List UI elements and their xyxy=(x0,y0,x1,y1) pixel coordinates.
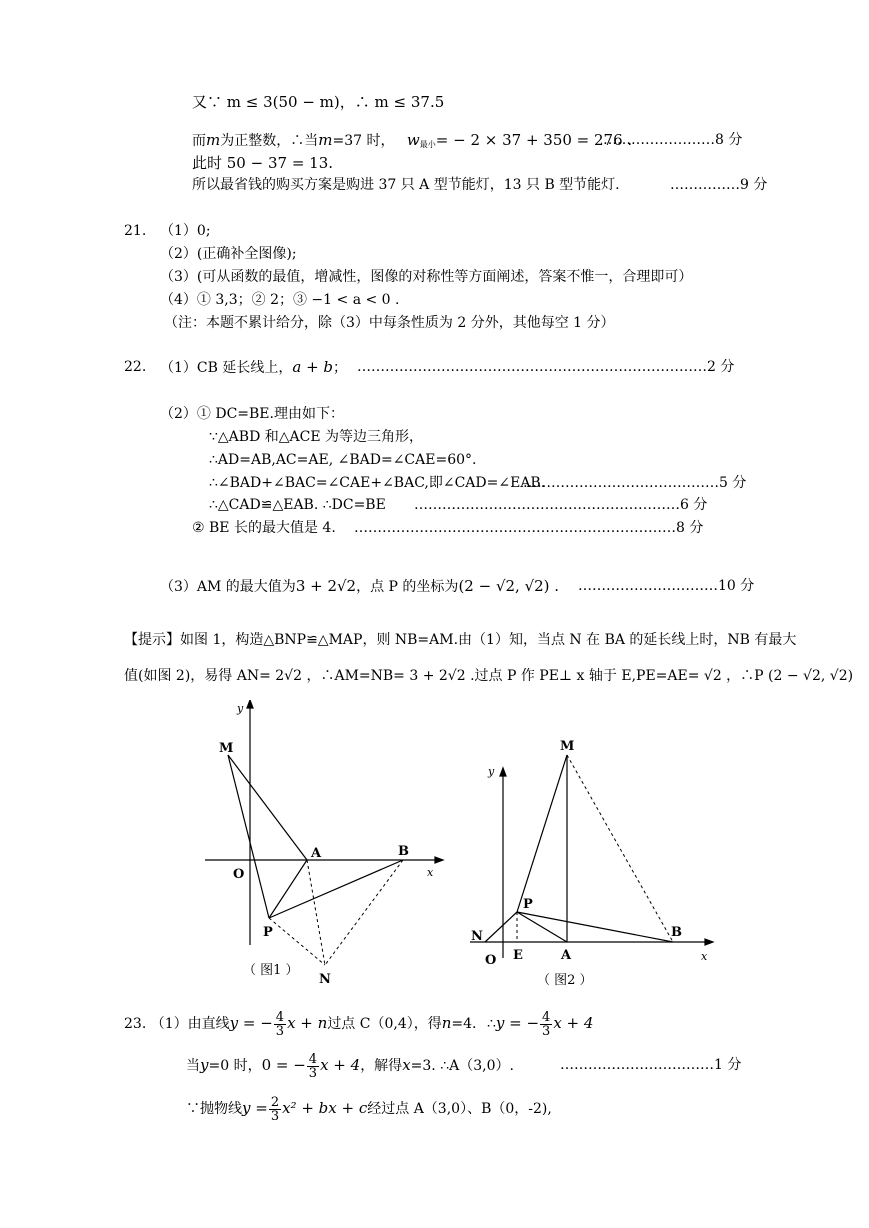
fig1-y-arrow xyxy=(247,700,253,708)
fig2-label-P: P xyxy=(523,897,533,912)
q23-line-1: 23. （1）由直线y = − $\frac{4}{3}$ x + n过点 C（0,4），得n=4. ∴y = − $\frac{4}{3}$ x + 4 xyxy=(124,1009,594,1039)
fig2-label-A: A xyxy=(561,948,572,963)
fig2-y-arrow xyxy=(500,768,506,776)
hint-line-2: 值(如图 2)，易得 AN= 2√2 ，∴AM=NB= 3 + 2√2 .过点 P 作 PE⊥ x 轴于 E,PE=AE= √2 ，∴P (2 − √2, √2) xyxy=(124,668,854,684)
q22-step-2: ∴AD=AB,AC=AE, ∠BAD=∠CAE=60°. xyxy=(209,452,477,468)
q21-number: 21. xyxy=(124,223,147,239)
q22-step-3-score: ……………………………………5 分 xyxy=(523,475,747,491)
fig1-label-y: y xyxy=(237,702,244,715)
q23-fraction-4: $\frac{2}{3}$ xyxy=(270,1094,280,1124)
q23-fraction-1: $\frac{4}{3}$ xyxy=(275,1009,285,1039)
figure-2 xyxy=(465,730,725,995)
fig1-dashed-BN xyxy=(325,860,403,965)
q22-part-1-score: …………………………………………………………………2 分 xyxy=(357,359,735,375)
q23-fraction-2: $\frac{4}{3}$ xyxy=(542,1009,551,1039)
fig1-x-arrow xyxy=(435,857,443,863)
fig1-dashed-AN xyxy=(307,860,325,965)
q20-line-4-score: ……………9 分 xyxy=(670,177,768,193)
fig2-segment-NP xyxy=(485,912,517,942)
q22-part-3: （3）AM 的最大值为3 + 2√2，点 P 的坐标为(2 − √2, √2) . xyxy=(160,577,560,595)
fig2-dashed-MB xyxy=(567,755,673,942)
q22-number: 22. xyxy=(124,359,147,375)
q20-line-2-score: ……………………8 分 xyxy=(603,132,743,148)
q22-step-4: ∴△CAD≌△EAB. ∴DC=BE xyxy=(209,497,386,513)
fig1-segment-PB xyxy=(269,860,403,918)
q22-step-4-score: …………………………………………………6 分 xyxy=(414,497,708,513)
fig1-label-N: N xyxy=(319,972,331,987)
fig2-segment-PB xyxy=(517,912,673,942)
q23-line-2-score: ……………………………1 分 xyxy=(560,1057,742,1073)
fig2-label-M: M xyxy=(560,739,575,754)
fig2-label-B: B xyxy=(671,925,682,940)
figure-1 xyxy=(195,700,445,990)
fig1-label-x: x xyxy=(427,866,434,879)
q20-line-4: 所以最省钱的购买方案是购进 37 只 A 型节能灯，13 只 B 型节能灯. xyxy=(192,177,620,193)
fig1-label-B: B xyxy=(398,844,409,859)
q20-line-1: 又∵ m ≤ 3(50 − m)，∴ m ≤ 37.5 xyxy=(192,93,445,111)
q22-part-2: （2）① DC=BE.理由如下： xyxy=(160,406,344,422)
q21-part-3: （3）(可从函数的最值，增减性，图像的对称性等方面阐述，答案不惟一，合理即可） xyxy=(160,269,693,285)
q21-note: （注：本题不累计给分，除（3）中每条性质为 2 分外，其他每空 1 分） xyxy=(164,315,615,331)
fig1-label-O: O xyxy=(233,867,245,882)
q21-part-4: （4）① 3,3；② 2；③ −1 < a < 0 . xyxy=(160,292,400,308)
q23-fraction-3: $\frac{4}{3}$ xyxy=(308,1051,318,1081)
q23-line-3: ∵抛物线y = $\frac{2}{3}$ x² + bx + c经过点 A（3,0）、B（0，-2), xyxy=(186,1094,552,1124)
q23-line-2: 当y=0 时，0 = − $\frac{4}{3}$ x + 4，解得x=3. ∴A（3,0）. xyxy=(186,1051,514,1081)
fig1-segment-MA xyxy=(228,755,307,860)
q21-part-2: （2）(正确补全图像); xyxy=(160,246,297,262)
fig1-segment-MP xyxy=(228,755,269,918)
fig2-label-x: x xyxy=(701,950,708,963)
q22-step-5: ② BE 长的最大值是 4. xyxy=(192,520,336,536)
fig1-label-A: A xyxy=(311,846,322,861)
fig1-dashed-PN xyxy=(269,918,325,965)
fig2-label-y: y xyxy=(488,765,495,778)
fig2-label-E: E xyxy=(513,948,523,963)
fig2-label-O: O xyxy=(485,953,497,968)
fig1-caption: （ 图1 ） xyxy=(243,963,299,978)
fig2-label-N: N xyxy=(471,929,483,944)
fig2-x-arrow xyxy=(705,939,713,945)
q22-step-3: ∴∠BAD+∠BAC=∠CAE+∠BAC,即∠CAD=∠EAB. xyxy=(209,475,546,491)
fig1-label-P: P xyxy=(263,925,273,940)
fig2-caption: （ 图2 ） xyxy=(537,973,593,988)
q20-line-3: 此时 50 − 37 = 13. xyxy=(192,154,334,172)
hint-line-1: 【提示】如图 1，构造△BNP≌△MAP，则 NB=AM.由（1）知，当点 N 在 BA 的延长线上时，NB 有最大 xyxy=(124,632,797,648)
q22-step-5-score: ……………………………………………………………8 分 xyxy=(354,520,704,536)
q22-part-3-score: …………………………10 分 xyxy=(578,578,755,594)
fig1-label-M: M xyxy=(219,741,234,756)
q22-part-1: （1）CB 延长线上，a + b； xyxy=(160,358,348,376)
q22-step-1: ∵△ABD 和△ACE 为等边三角形， xyxy=(209,429,424,445)
q20-line-2: 而m为正整数，∴当m=37 时， $w_{最小}= - 2 \times 37 + 350 = 276$ . xyxy=(192,131,633,149)
q21-part-1: （1）0; xyxy=(160,223,211,239)
fig2-segment-MP xyxy=(517,755,567,912)
